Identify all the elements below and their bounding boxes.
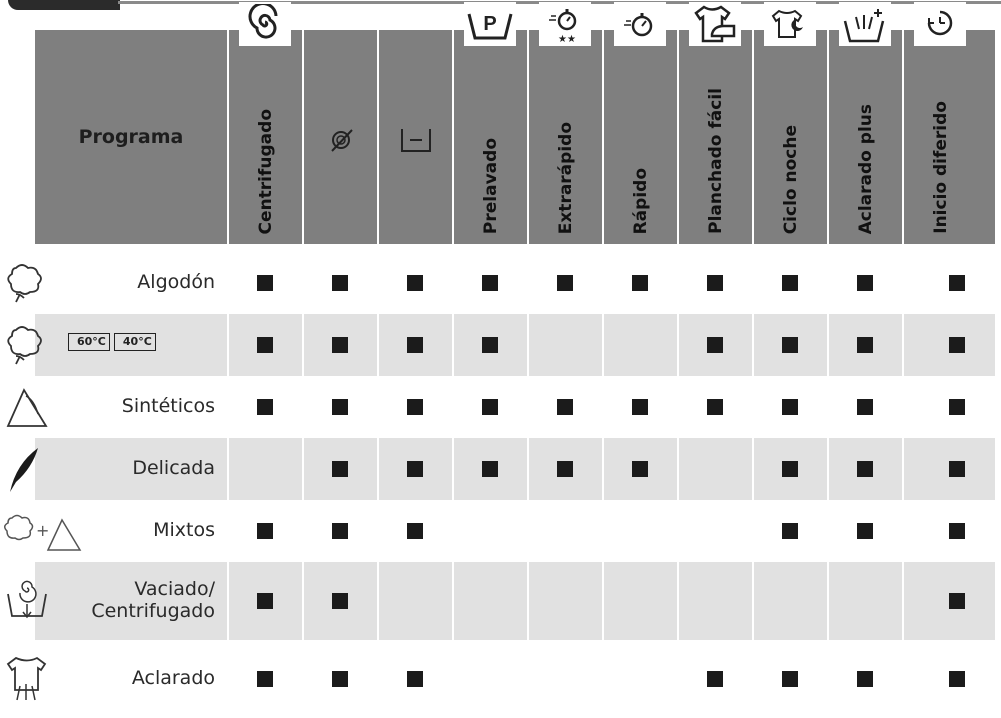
table-row — [0, 500, 1001, 562]
support-mark — [407, 337, 423, 353]
support-mark — [857, 671, 873, 687]
header-tab — [8, 0, 120, 10]
prewash-icon — [464, 2, 516, 46]
delicate-feather-icon — [2, 444, 62, 494]
support-mark — [482, 461, 498, 477]
column-divider — [452, 314, 454, 376]
quick-icon — [614, 2, 666, 46]
row-band — [35, 314, 995, 376]
table-row — [0, 438, 1001, 500]
support-mark — [557, 461, 573, 477]
column-divider — [677, 314, 679, 376]
support-mark — [782, 399, 798, 415]
support-mark — [332, 337, 348, 353]
column-divider — [677, 438, 679, 500]
rinse-hold-icon — [379, 125, 452, 155]
column-divider — [527, 562, 529, 640]
easy-iron-icon — [689, 2, 741, 46]
column-divider — [752, 314, 754, 376]
column-label: Inicio diferido — [930, 101, 951, 234]
support-mark — [257, 275, 273, 291]
support-mark — [482, 337, 498, 353]
column-label: Prelavado — [480, 137, 501, 234]
column-divider — [377, 438, 379, 500]
support-mark — [407, 275, 423, 291]
column-divider — [227, 562, 229, 640]
synthetics-icon — [2, 382, 62, 432]
support-mark — [332, 399, 348, 415]
svg-text:+: + — [36, 521, 50, 540]
support-mark — [707, 337, 723, 353]
column-spin — [227, 30, 302, 244]
support-mark — [782, 671, 798, 687]
spin-icon — [239, 2, 291, 46]
support-mark — [407, 399, 423, 415]
support-mark — [707, 275, 723, 291]
column-divider — [527, 314, 529, 376]
column-divider — [752, 562, 754, 640]
column-label: Ciclo noche — [780, 124, 801, 234]
drain-spin-icon — [2, 576, 62, 626]
column-divider — [377, 562, 379, 640]
temp-40-tag: 40°C — [114, 333, 156, 351]
table-row — [0, 376, 1001, 438]
column-divider — [902, 562, 904, 640]
column-rinse-hold — [377, 30, 452, 244]
support-mark — [257, 399, 273, 415]
support-mark — [482, 399, 498, 415]
column-divider — [752, 438, 754, 500]
column-label: Rápido — [630, 167, 651, 234]
support-mark — [782, 523, 798, 539]
column-divider — [677, 562, 679, 640]
column-label: Centrifugado — [255, 108, 276, 234]
column-rinse-plus — [827, 30, 902, 244]
column-divider — [527, 438, 529, 500]
delay-start-icon — [914, 2, 966, 46]
program-header — [35, 30, 227, 244]
support-mark — [949, 593, 965, 609]
column-extra-quick — [527, 30, 602, 244]
rinse-icon — [2, 654, 62, 704]
night-cycle-icon — [764, 2, 816, 46]
support-mark — [332, 671, 348, 687]
program-label: Mixtos — [153, 519, 215, 542]
column-divider — [227, 438, 229, 500]
column-label: Aclarado plus — [855, 103, 876, 234]
support-mark — [949, 399, 965, 415]
support-mark — [257, 671, 273, 687]
column-divider — [302, 562, 304, 640]
support-mark — [257, 523, 273, 539]
column-night-cycle — [752, 30, 827, 244]
column-easy-iron — [677, 30, 752, 244]
table-row — [0, 314, 1001, 376]
support-mark — [632, 275, 648, 291]
rinse-plus-icon — [839, 2, 891, 46]
column-divider — [227, 314, 229, 376]
support-mark — [949, 337, 965, 353]
column-delay-start — [902, 30, 977, 244]
support-mark — [782, 275, 798, 291]
support-mark — [257, 337, 273, 353]
support-mark — [407, 523, 423, 539]
support-mark — [332, 275, 348, 291]
support-mark — [407, 461, 423, 477]
support-mark — [949, 671, 965, 687]
column-divider — [377, 314, 379, 376]
support-mark — [407, 671, 423, 687]
column-divider — [602, 438, 604, 500]
temp-60-tag: 60°C — [68, 333, 110, 351]
support-mark — [557, 399, 573, 415]
column-divider — [302, 314, 304, 376]
table-row — [0, 640, 1001, 718]
support-mark — [332, 523, 348, 539]
column-divider — [827, 562, 829, 640]
support-mark — [782, 461, 798, 477]
table-row — [0, 252, 1001, 314]
cotton-icon — [2, 258, 62, 308]
column-quick — [602, 30, 677, 244]
support-mark — [557, 275, 573, 291]
support-mark — [707, 671, 723, 687]
support-mark — [857, 523, 873, 539]
column-divider — [452, 562, 454, 640]
column-divider — [902, 438, 904, 500]
program-label: Sintéticos — [121, 395, 215, 418]
support-mark — [257, 593, 273, 609]
support-mark — [632, 461, 648, 477]
program-header-label: Programa — [78, 126, 184, 148]
column-no-spin — [302, 30, 377, 244]
column-label: Planchado fácil — [705, 88, 726, 234]
support-mark — [707, 399, 723, 415]
support-mark — [857, 399, 873, 415]
support-mark — [332, 461, 348, 477]
column-prewash — [452, 13, 527, 244]
extra-quick-icon — [539, 2, 591, 46]
column-divider — [602, 314, 604, 376]
support-mark — [949, 275, 965, 291]
column-divider — [902, 314, 904, 376]
support-mark — [482, 275, 498, 291]
support-mark — [632, 399, 648, 415]
support-mark — [332, 593, 348, 609]
program-label: Aclarado — [131, 667, 215, 690]
support-mark — [782, 337, 798, 353]
cotton-eco-icon — [2, 320, 62, 370]
support-mark — [857, 461, 873, 477]
program-label: Vaciado/ Centrifugado — [91, 578, 215, 622]
column-divider — [827, 438, 829, 500]
column-label: Extrarápido — [555, 121, 576, 234]
no-spin-icon — [304, 125, 377, 155]
support-mark — [857, 275, 873, 291]
support-mark — [949, 523, 965, 539]
table-row — [0, 562, 1001, 640]
program-label: Delicada — [132, 457, 215, 480]
column-divider — [602, 562, 604, 640]
support-mark — [949, 461, 965, 477]
svg-text:★★: ★★ — [558, 34, 576, 44]
temperature-tags — [64, 333, 156, 351]
support-mark — [857, 337, 873, 353]
column-divider — [452, 438, 454, 500]
svg-text:P: P — [483, 13, 497, 35]
column-divider — [827, 314, 829, 376]
column-divider — [302, 438, 304, 500]
program-label: Algodón — [137, 271, 215, 294]
